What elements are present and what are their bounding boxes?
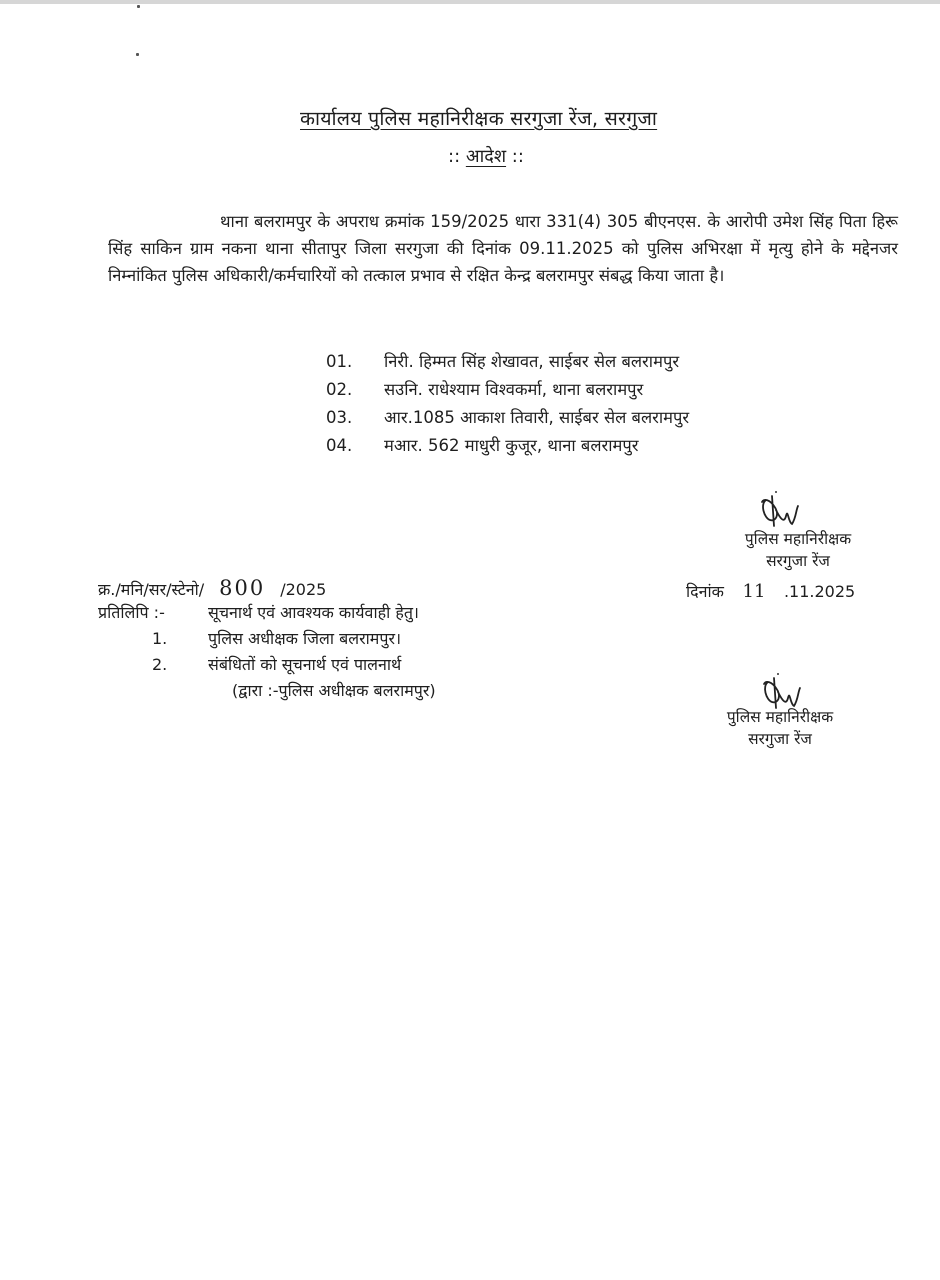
copy-recipient (98, 652, 436, 678)
copy-to-header (98, 600, 436, 626)
copy-via (98, 678, 436, 704)
handwritten-signature-icon (758, 488, 802, 530)
copy-recipient (98, 626, 436, 652)
reference-prefix: क्र./मनि/सर/स्टेनो/ (98, 580, 205, 599)
copy-recipient-text: पुलिस अधीक्षक जिला बलरामपुर। (208, 629, 402, 648)
copy-recipient-number: 2. (152, 655, 168, 674)
order-body-text: थाना बलरामपुर के अपराध क्रमांक 159/2025 धारा 331(4) 305 बीएनएस. के आरोपी उमेश सिंह पिता हिरू सिंह साकिन ग्राम नकना थाना सीतापुर जिला सरगुजा की दिनांक 09.11.2025 को पुलिस अभिरक्षा में मृत्यु होने के मद्देनजर निम्नांकित पुलिस अधिकारी/कर्मचारियों को तत्काल प्रभाव से रक्षित केन्द्र बलरामपुर संबद्ध किया जाता है। (108, 212, 898, 285)
office-title: कार्यालय पुलिस महानिरीक्षक सरगुजा रेंज, सरगुजा (300, 107, 658, 130)
date-rest: .11.2025 (783, 582, 856, 601)
date-label: दिनांक (686, 582, 724, 601)
scan-mark (136, 53, 139, 56)
personnel-list (326, 348, 689, 460)
list-item (326, 376, 689, 404)
signatory-range: सरगुजा रेंज (766, 552, 830, 570)
order-heading-prefix: :: (448, 146, 466, 167)
copy-via-text: (द्वारा :-पुलिस अधीक्षक बलरामपुर) (232, 681, 436, 700)
list-item (326, 404, 689, 432)
order-heading-suffix: :: (506, 146, 524, 167)
reference-handwritten-number: 800 (219, 576, 266, 600)
copy-to-block (98, 600, 436, 704)
reference-suffix: /2025 (280, 580, 327, 599)
order-body (108, 208, 898, 289)
signatory-range: सरगुजा रेंज (748, 730, 812, 748)
signatory-designation: पुलिस महानिरीक्षक (744, 530, 852, 548)
copy-to-label: प्रतिलिपि :- (98, 603, 165, 622)
list-item (326, 432, 689, 460)
scan-mark (137, 5, 140, 8)
copy-recipient-text: संबंधितों को सूचनार्थ एवं पालनार्थ (208, 655, 402, 674)
list-item-number: 01. (326, 352, 353, 371)
signature-block-2 (700, 706, 860, 750)
order-heading-label: आदेश (465, 146, 507, 167)
list-item (326, 348, 689, 376)
list-item-number: 03. (326, 408, 353, 427)
order-heading (448, 144, 524, 168)
date-handwritten-day: 11 (742, 581, 766, 602)
list-item-number: 02. (326, 380, 353, 399)
copy-to-purpose: सूचनार्थ एवं आवश्यक कार्यवाही हेतु। (208, 603, 420, 622)
list-item-text: आर.1085 आकाश तिवारी, साईबर सेल बलरामपुर (384, 408, 690, 427)
order-date (686, 580, 855, 602)
list-item-number: 04. (326, 436, 353, 455)
copy-recipient-number: 1. (152, 629, 168, 648)
scan-top-edge (0, 0, 940, 4)
list-item-text: मआर. 562 माधुरी कुजूर, थाना बलरामपुर (384, 436, 639, 455)
signature-block-1 (718, 528, 878, 572)
list-item-text: सउनि. राधेश्याम विश्वकर्मा, थाना बलरामपुर (384, 380, 644, 399)
reference-number (98, 576, 326, 600)
list-item-text: निरी. हिम्मत सिंह शेखावत, साईबर सेल बलरामपुर (384, 352, 680, 371)
signatory-designation: पुलिस महानिरीक्षक (726, 708, 834, 726)
